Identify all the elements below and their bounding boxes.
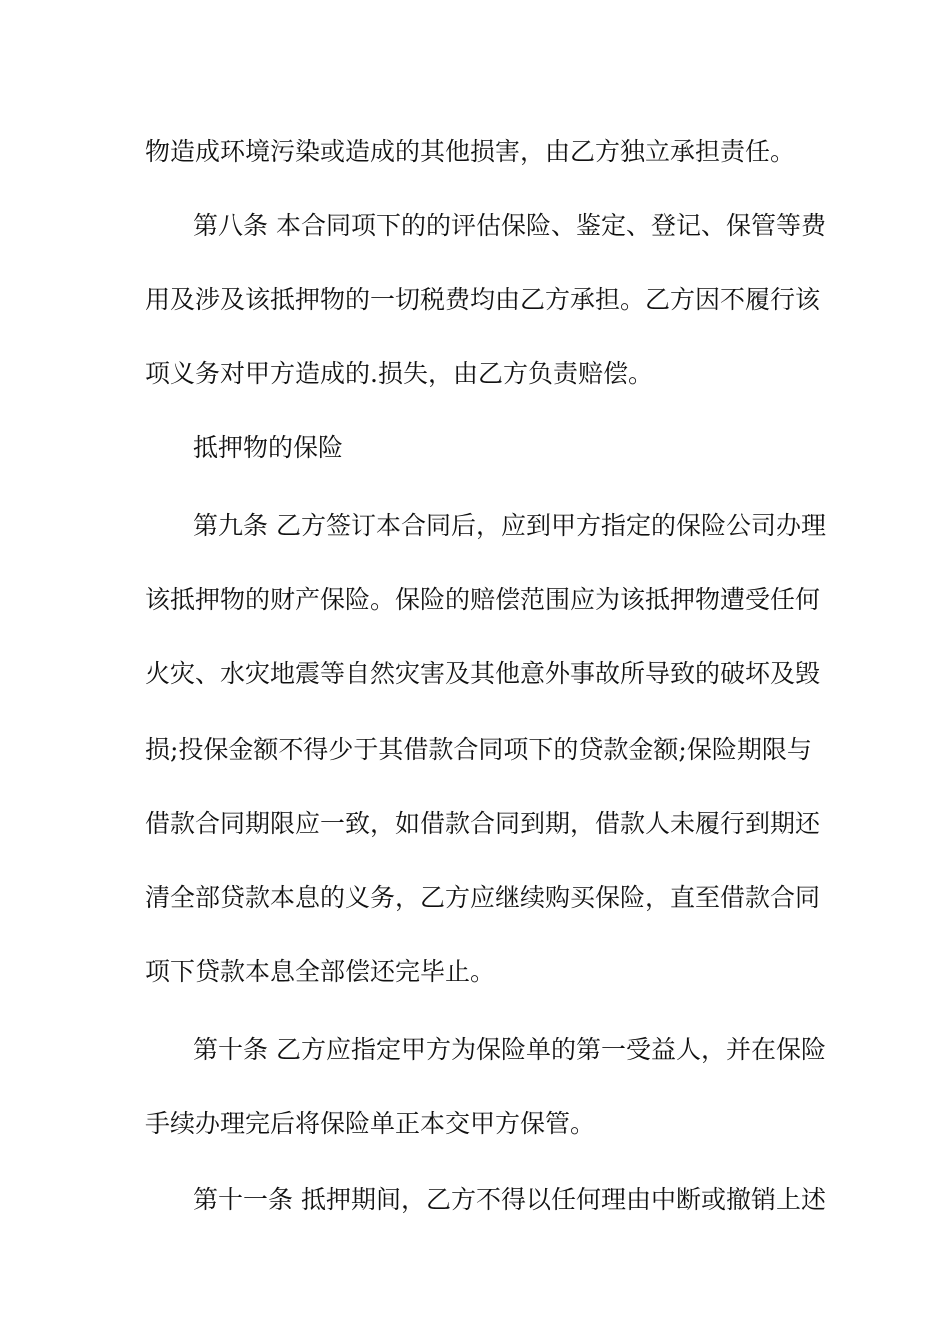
text-line: 该抵押物的财产保险。保险的赔偿范围应为该抵押物遭受任何 [145,585,821,614]
article-10-line: 第十条 乙方应指定甲方为保险单的第一受益人，并在保险 [193,1035,826,1064]
text-line: 清全部贷款本息的义务，乙方应继续购买保险，直至借款合同 [145,883,821,912]
article-8-line: 第八条 本合同项下的的评估保险、鉴定、登记、保管等费 [193,211,826,240]
text-line: 项下贷款本息全部偿还完毕止。 [145,957,496,986]
text-line: 损;投保金额不得少于其借款合同项下的贷款金额;保险期限与 [145,735,812,764]
article-9-line: 第九条 乙方签订本合同后，应到甲方指定的保险公司办理 [193,511,826,540]
text-line: 火灾、水灾地震等自然灾害及其他意外事故所导致的破坏及毁 [145,659,821,688]
text-line: 物造成环境污染或造成的其他损害，由乙方独立承担责任。 [145,137,796,166]
text-line: 手续办理完后将保险单正本交甲方保管。 [145,1109,596,1138]
section-heading: 抵押物的保险 [193,433,344,462]
article-11-line: 第十一条 抵押期间，乙方不得以任何理由中断或撤销上述 [193,1185,826,1214]
text-line: 借款合同期限应一致，如借款合同到期，借款人未履行到期还 [145,809,821,838]
text-line: 用及涉及该抵押物的一切税费均由乙方承担。乙方因不履行该 [145,285,821,314]
text-line: 项义务对甲方造成的.损失，由乙方负责赔偿。 [145,359,653,388]
